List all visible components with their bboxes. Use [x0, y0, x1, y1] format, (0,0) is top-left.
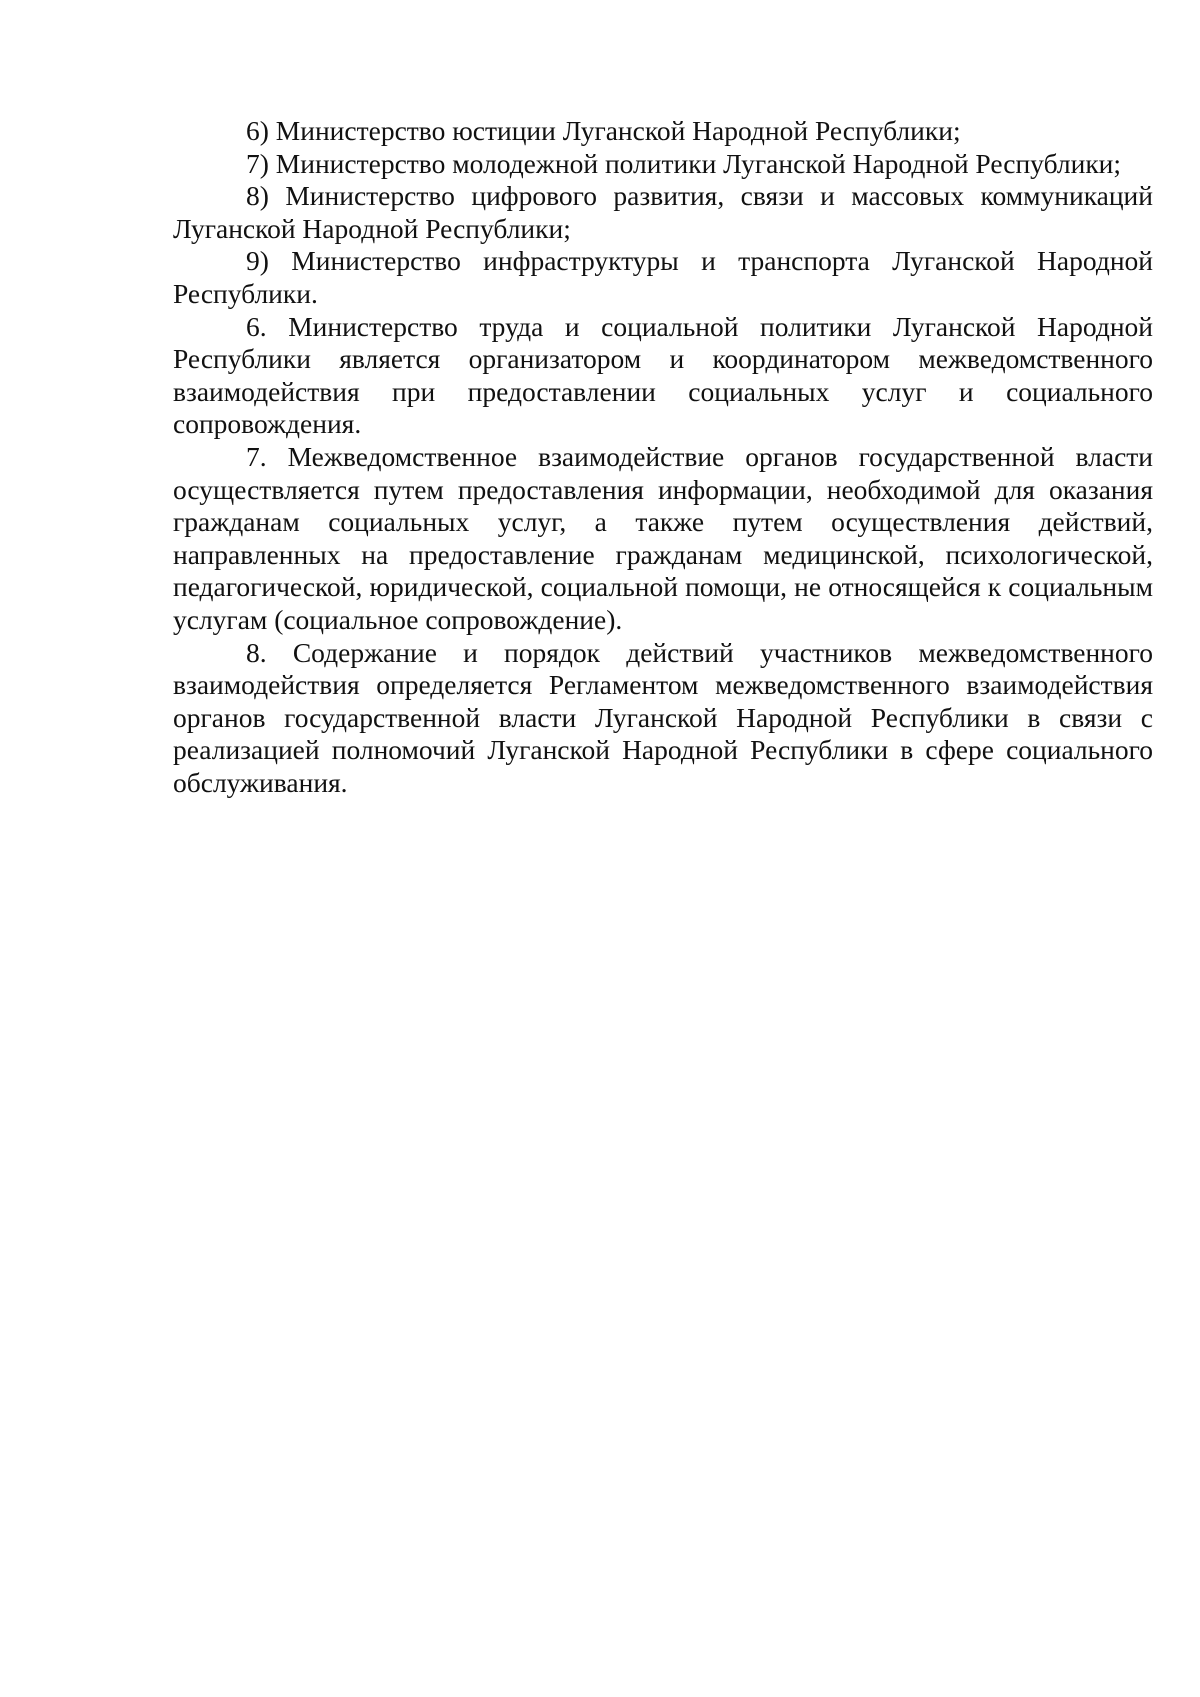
- item-text: Министерство молодежной политики Луганской Народной Республики;: [275, 147, 1122, 179]
- list-item-9: [173, 245, 1153, 310]
- item-number: 6): [246, 115, 269, 146]
- clause-number: 6.: [246, 310, 267, 342]
- list-item-8: [173, 180, 1153, 245]
- list-item-6: [173, 115, 1153, 148]
- item-text: Министерство инфраструктуры и транспорта Луганской Народной Республики.: [173, 245, 1154, 309]
- item-number: 7): [246, 147, 269, 179]
- item-text: Министерство цифрового развития, связи и массовых коммуникаций Луганской Народной Республики;: [173, 180, 1153, 244]
- clause-text: Содержание и порядок действий участников межведомственного взаимодействия определяется Регламентом межведомственного взаимодействия органов государственной власти Луганской Народной Республики в связи с реализацией полномочий Луганской Народной Республики в сфере социального обслуживания.: [173, 636, 1153, 798]
- item-number: 9): [246, 245, 269, 277]
- clause-number: 8.: [246, 636, 267, 668]
- item-text: Министерство юстиции Луганской Народной Республики;: [275, 115, 961, 146]
- clause-7: [173, 441, 1153, 637]
- clause-6: [173, 311, 1153, 441]
- clause-text: Министерство труда и социальной политики Луганской Народной Республики является организатором и координатором межведомственного взаимодействия при предоставлении социальных услуг и социального сопровождения.: [173, 310, 1154, 440]
- document-body: [173, 115, 1153, 799]
- item-number: 8): [246, 180, 269, 212]
- clause-number: 7.: [246, 440, 267, 472]
- list-item-7: [173, 148, 1153, 181]
- clause-8: [173, 637, 1153, 800]
- clause-text: Межведомственное взаимодействие органов государственной власти осуществляется путем предоставления информации, необходимой для оказания гражданам социальных услуг, а также путем осуществления действий, направленных на предоставление гражданам медицинской, психологической, педагогической, юридической, социальной помощи, не относящейся к социальным услугам (социальное сопровождение).: [173, 440, 1154, 635]
